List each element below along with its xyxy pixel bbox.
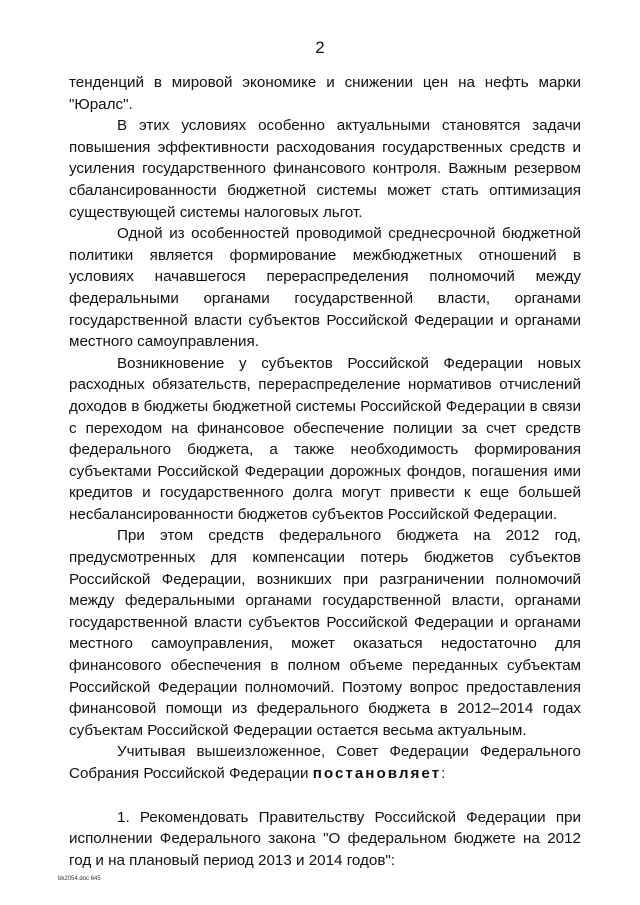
resolution-lead: Учитывая вышеизложенное, Совет Федерации Федерального Собрания Российской Федерации bbox=[69, 743, 581, 782]
paragraph-4: Возникновение у субъектов Российской Федерации новых расходных обязательств, перераспределение нормативов отчислений доходов в бюджеты бюджетной системы Российской Федерации в связи с переходом на финансовое обеспечение полиции за счет средств федерального бюджета, а также необходимость формирования субъектами Российской Федерации дорожных фондов, погашения ими кредитов и государственного долга могут привести к еще большей несбалансированности бюджетов субъектов Российской Федерации. bbox=[69, 354, 581, 523]
page-number: 2 bbox=[315, 38, 325, 57]
resolution-colon: : bbox=[441, 765, 446, 782]
paragraph-5: При этом средств федерального бюджета на 2012 год, предусмотренных для компенсации потерь бюджетов субъектов Российской Федерации, возникших при разграничении полномочий между федеральными органами государственной власти, органами государственной власти субъектов Российской Федерации и органами местного самоуправления, может оказаться недостаточно для финансового обеспечения в полном объеме переданных субъектам Российской Федерации полномочий. Поэтому вопрос предоставления финансовой помощи из федерального бюджета в 2012–2014 годах субъектам Российской Федерации остается весьма актуальным. bbox=[69, 527, 581, 739]
footer-file-reference: bk2054.doc 645 bbox=[58, 876, 101, 882]
paragraph-2: В этих условиях особенно актуальными становятся задачи повышения эффективности расходования государственных средств и усиления государственного финансового контроля. Важным резервом сбалансированности бюджетной системы может стать оптимизация существующей системы налоговых льгот. bbox=[69, 117, 581, 221]
document-body bbox=[69, 72, 581, 871]
section-gap bbox=[69, 785, 581, 807]
paragraph-1: тенденций в мировой экономике и снижении цен на нефть марки "Юралс". bbox=[69, 74, 581, 113]
resolution-keyword: постановляет bbox=[312, 765, 442, 782]
resolution-paragraph bbox=[69, 741, 581, 784]
paragraph-3: Одной из особенностей проводимой среднесрочной бюджетной политики является формирование межбюджетных отношений в условиях начавшегося перераспределения полномочий между федеральными органами государственной власти, органами государственной власти субъектов Российской Федерации и органами местного самоуправления. bbox=[69, 225, 581, 351]
item-1-paragraph: 1. Рекомендовать Правительству Российской Федерации при исполнении Федерального закона "О федеральном бюджете на 2012 год и на плановый период 2013 и 2014 годов": bbox=[69, 808, 581, 869]
